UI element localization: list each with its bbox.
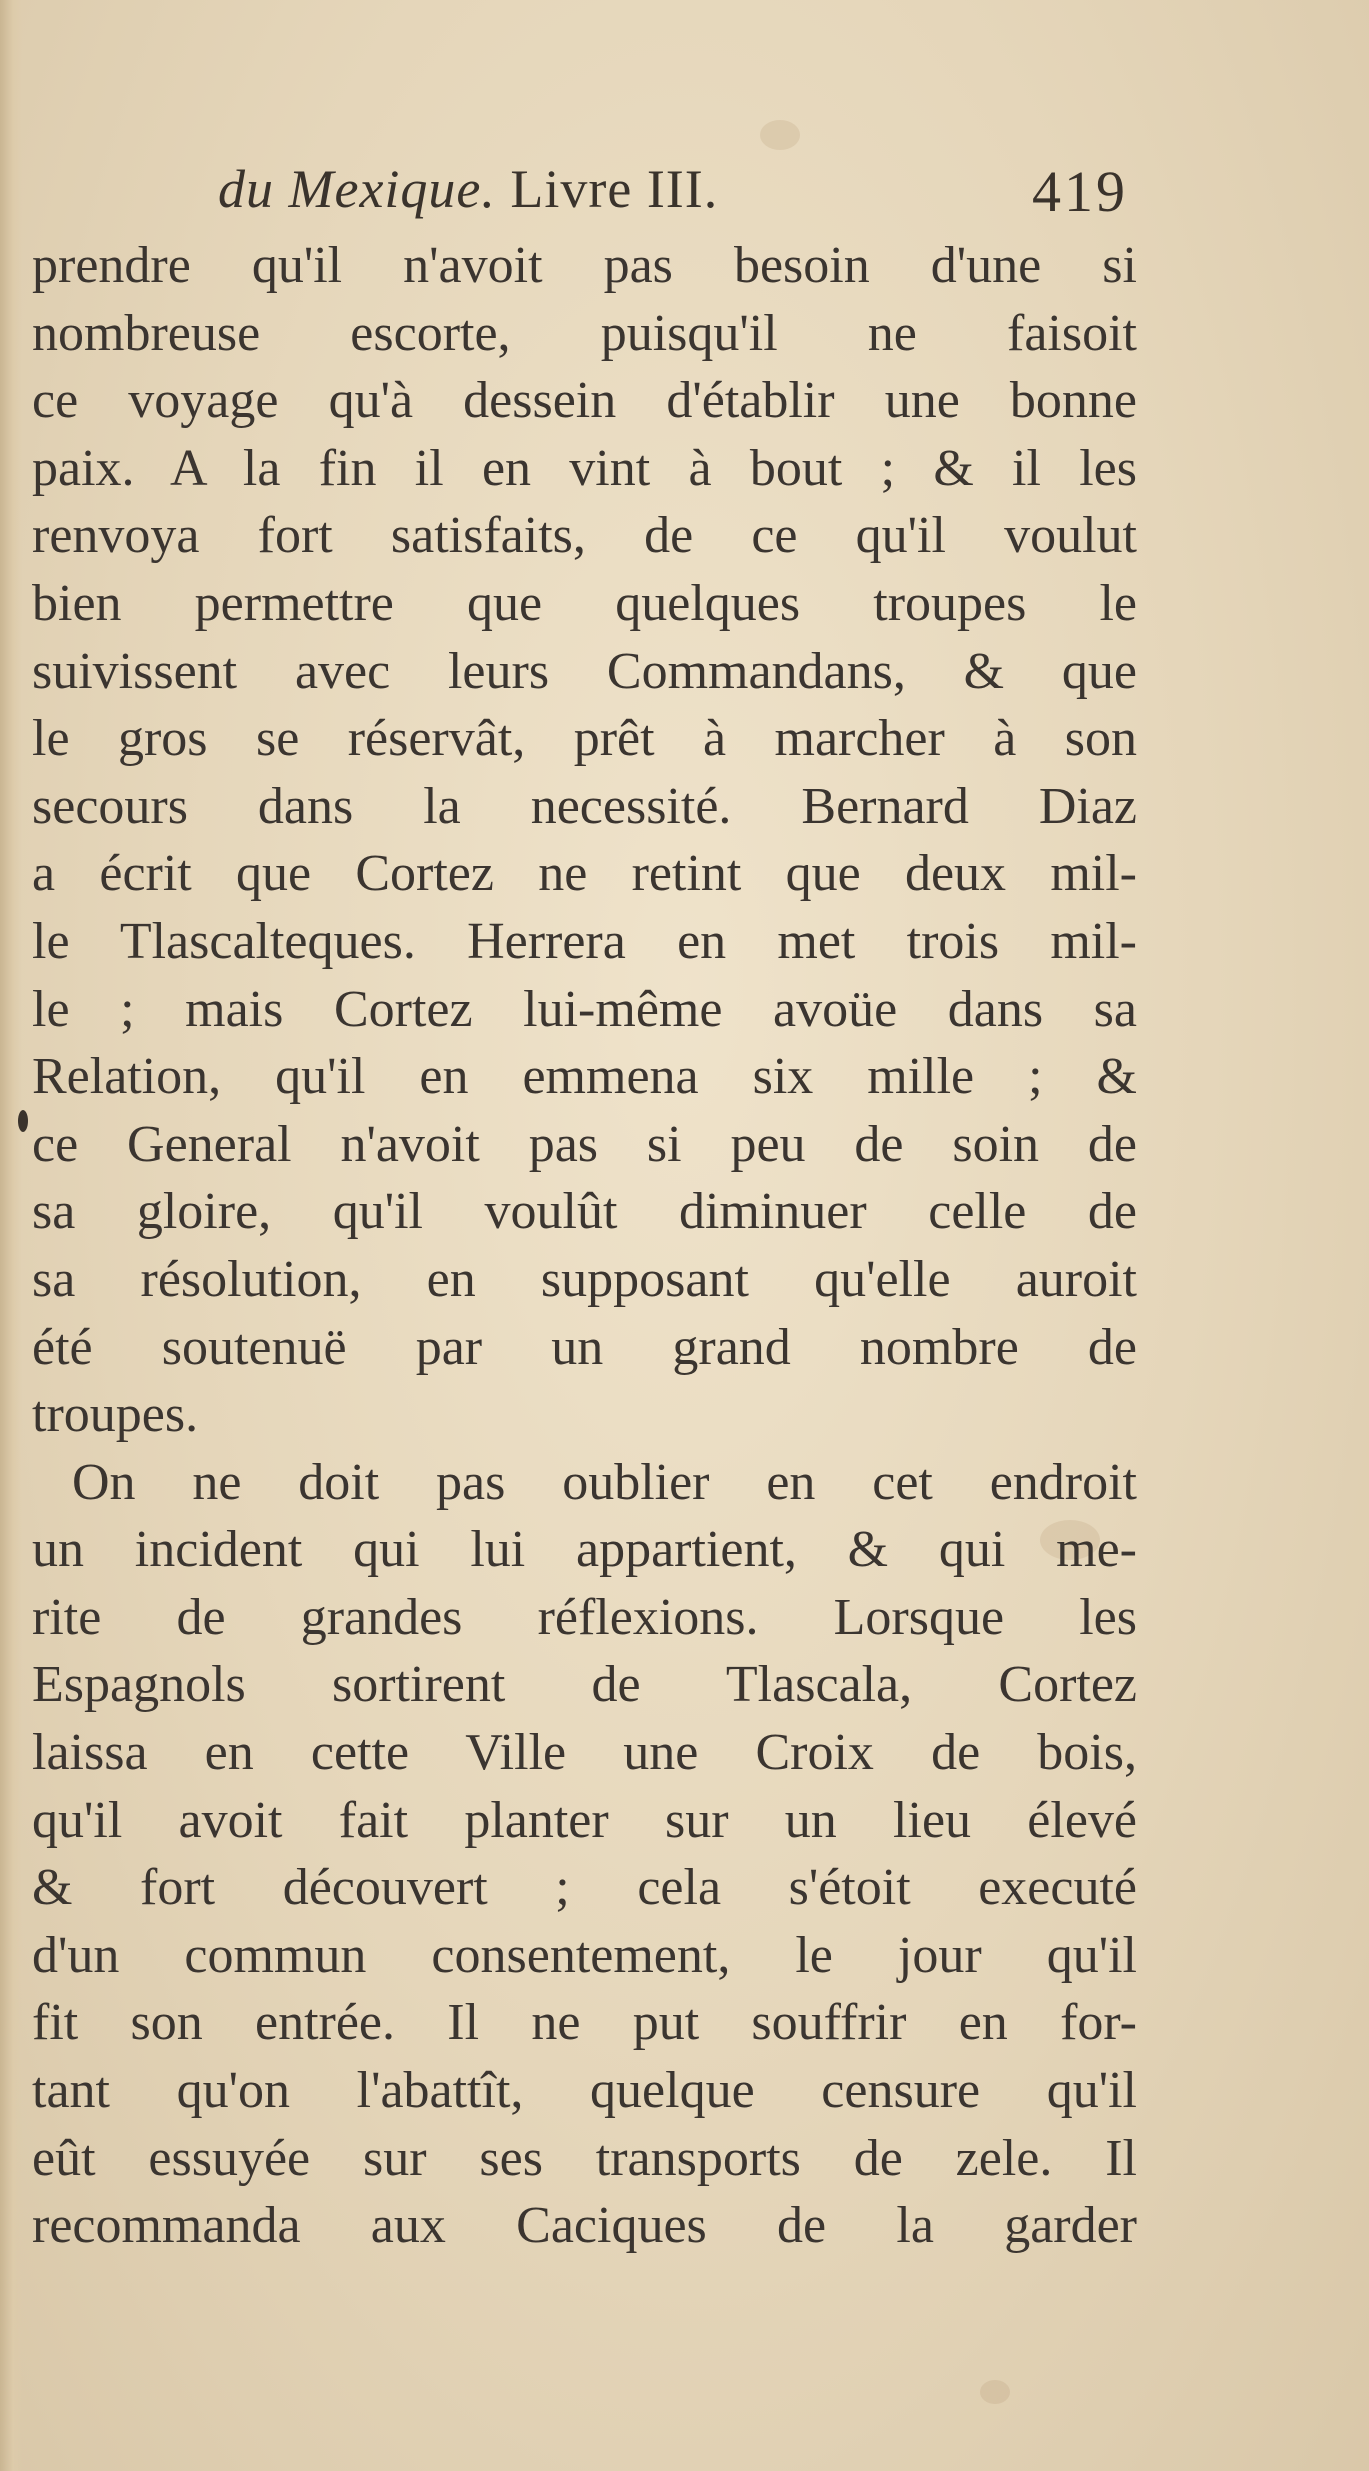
text-line: recommanda aux Caciques de la garder bbox=[32, 2197, 1137, 2255]
text-line: le Tlascalteques. Herrera en met trois mil- bbox=[32, 912, 1137, 970]
text-line: nombreuse escorte, puisqu'il ne faisoit bbox=[32, 304, 1137, 362]
text-line: a écrit que Cortez ne retint que deux mil- bbox=[32, 845, 1137, 903]
text-line: sa résolution, en supposant qu'elle auroit bbox=[32, 1250, 1137, 1308]
text-line: secours dans la necessité. Bernard Diaz bbox=[32, 777, 1137, 835]
running-head-italic: du Mexique. bbox=[218, 159, 496, 219]
text-line: On ne doit pas oublier en cet endroit bbox=[72, 1453, 1137, 1511]
text-line: tant qu'on l'abattît, quelque censure qu'il bbox=[32, 2062, 1137, 2120]
running-head bbox=[218, 158, 1128, 234]
page-gutter-shadow bbox=[0, 0, 22, 2471]
ink-mark bbox=[18, 1110, 28, 1132]
text-line: prendre qu'il n'avoit pas besoin d'une si bbox=[32, 237, 1137, 294]
text-line: qu'il avoit fait planter sur un lieu élevé bbox=[32, 1791, 1137, 1849]
text-line: & fort découvert ; cela s'étoit executé bbox=[32, 1859, 1137, 1917]
text-line: un incident qui lui appartient, & qui me- bbox=[32, 1521, 1137, 1579]
page-number: 419 bbox=[1032, 159, 1128, 224]
text-line: d'un commun consentement, le jour qu'il bbox=[32, 1926, 1137, 1984]
text-line: ce voyage qu'à dessein d'établir une bonne bbox=[32, 372, 1137, 430]
text-line: suivissent avec leurs Commandans, & que bbox=[32, 642, 1137, 700]
text-line: Relation, qu'il en emmena six mille ; & bbox=[32, 1048, 1137, 1106]
text-line: paix. A la fin il en vint à bout ; & il les bbox=[32, 439, 1137, 497]
text-line: le gros se réservât, prêt à marcher à son bbox=[32, 710, 1137, 768]
text-line: été soutenuë par un grand nombre de bbox=[32, 1318, 1137, 1376]
running-head-title bbox=[218, 158, 718, 220]
text-line: troupes. bbox=[32, 1386, 199, 1444]
text-line: rite de grandes réflexions. Lorsque les bbox=[32, 1588, 1137, 1646]
text-line: fit son entrée. Il ne put souffrir en for- bbox=[32, 1994, 1137, 2052]
paper-stain bbox=[760, 120, 800, 150]
text-line: Espagnols sortirent de Tlascala, Cortez bbox=[32, 1656, 1137, 1714]
text-line: renvoya fort satisfaits, de ce qu'il voulut bbox=[32, 507, 1137, 565]
text-line: sa gloire, qu'il voulût diminuer celle de bbox=[32, 1183, 1137, 1241]
text-line: le ; mais Cortez lui-même avoüe dans sa bbox=[32, 980, 1137, 1038]
text-line: ce General n'avoit pas si peu de soin de bbox=[32, 1115, 1137, 1173]
text-line: bien permettre que quelques troupes le bbox=[32, 574, 1137, 632]
running-head-roman: Livre III. bbox=[510, 159, 719, 219]
paper-stain bbox=[980, 2380, 1010, 2404]
text-line: eût essuyée sur ses transports de zele. Il bbox=[32, 2129, 1137, 2187]
text-line: laissa en cette Ville une Croix de bois, bbox=[32, 1724, 1137, 1782]
body-text bbox=[32, 232, 1137, 2260]
